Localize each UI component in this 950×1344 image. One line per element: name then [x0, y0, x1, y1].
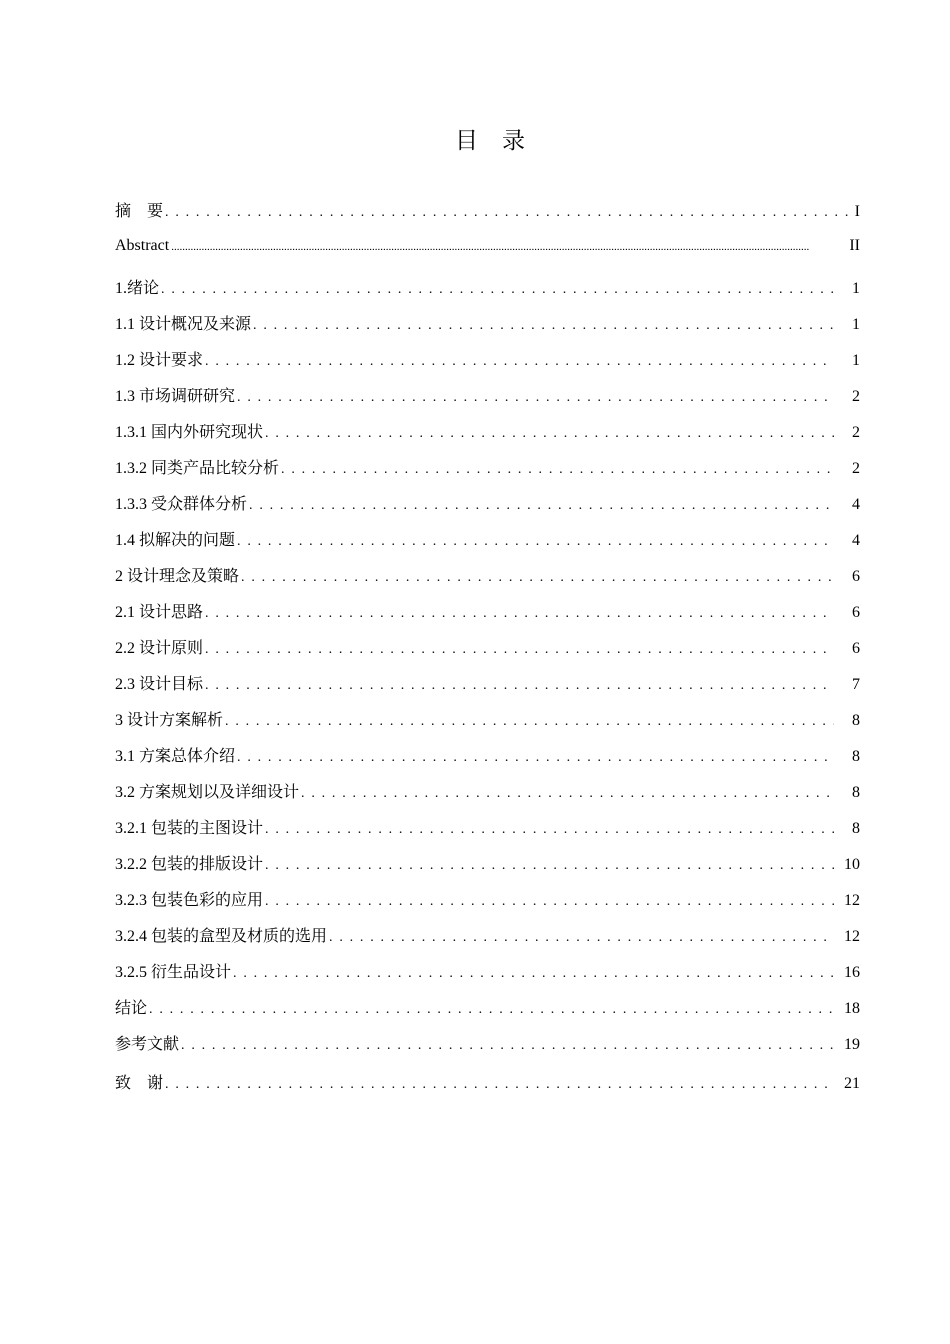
toc-entry-page: 12	[844, 928, 860, 945]
toc-entry[interactable]	[115, 491, 860, 527]
toc-entry[interactable]	[115, 671, 860, 707]
toc-entry[interactable]	[115, 959, 860, 995]
dot-leader	[205, 354, 834, 370]
toc-entry-label: 2.2 设计原则	[115, 640, 204, 657]
dot-leader	[265, 822, 834, 838]
toc-entry-label: 3.1 方案总体介绍	[115, 748, 236, 765]
dot-leader	[171, 239, 848, 255]
dot-leader	[265, 894, 834, 910]
toc-entry-page: 16	[844, 964, 860, 981]
toc-entry-label: 3.2.5 衍生品设计	[115, 964, 232, 981]
toc-entry-page: 21	[844, 1075, 860, 1092]
title-char: 录	[502, 128, 525, 154]
toc-entry-page: 1	[852, 352, 860, 369]
toc-entry-page: 8	[852, 712, 860, 729]
toc-entry-page: 8	[852, 820, 860, 837]
dot-leader	[265, 426, 834, 442]
toc-entry-label: 3 设计方案解析	[115, 712, 224, 729]
toc-entry-page: I	[854, 203, 860, 220]
toc-entry-label: 1.绪论	[115, 280, 160, 297]
toc-entry-label: 致 谢	[115, 1075, 164, 1092]
toc-entry-page: 4	[852, 496, 860, 513]
table-of-contents	[115, 198, 860, 1106]
dot-leader	[165, 205, 854, 221]
toc-entry-label: 1.3.2 同类产品比较分析	[115, 460, 280, 477]
dot-leader	[161, 282, 834, 298]
toc-entry-label: 1.2 设计要求	[115, 352, 204, 369]
dot-leader	[265, 858, 834, 874]
page-title	[0, 122, 950, 155]
toc-entry-page: 4	[852, 532, 860, 549]
toc-entry[interactable]	[115, 563, 860, 599]
toc-entry[interactable]	[115, 383, 860, 419]
toc-entry-page: II	[849, 237, 860, 254]
toc-entry-label: 2 设计理念及策略	[115, 568, 240, 585]
toc-entry-label: 结论	[115, 1000, 148, 1017]
dot-leader	[205, 606, 834, 622]
toc-entry[interactable]	[115, 995, 860, 1031]
toc-entry[interactable]	[115, 527, 860, 563]
toc-entry-label: 参考文献	[115, 1036, 180, 1053]
toc-entry[interactable]	[115, 815, 860, 851]
toc-entry[interactable]	[115, 851, 860, 887]
toc-entry-page: 2	[852, 388, 860, 405]
dot-leader	[241, 570, 834, 586]
toc-entry-page: 10	[844, 856, 860, 873]
toc-entry-page: 8	[852, 748, 860, 765]
toc-entry-label: 1.1 设计概况及来源	[115, 316, 252, 333]
dot-leader	[149, 1002, 834, 1018]
toc-entry-label: 1.3.3 受众群体分析	[115, 496, 248, 513]
toc-entry[interactable]	[115, 419, 860, 455]
dot-leader	[237, 750, 834, 766]
toc-entry-label: 3.2.1 包装的主图设计	[115, 820, 264, 837]
toc-entry[interactable]	[115, 347, 860, 383]
toc-entry-label: 3.2.4 包装的盒型及材质的选用	[115, 928, 328, 945]
toc-entry-page: 1	[852, 316, 860, 333]
toc-entry[interactable]	[115, 599, 860, 635]
toc-entry-page: 2	[852, 460, 860, 477]
dot-leader	[165, 1077, 834, 1093]
toc-entry-label: 1.3.1 国内外研究现状	[115, 424, 264, 441]
toc-entry-label: 3.2.3 包装色彩的应用	[115, 892, 264, 909]
toc-entry[interactable]	[115, 923, 860, 959]
dot-leader	[237, 390, 834, 406]
toc-entry[interactable]	[115, 237, 860, 275]
dot-leader	[281, 462, 834, 478]
toc-entry-page: 6	[852, 640, 860, 657]
toc-entry[interactable]	[115, 1031, 860, 1067]
toc-entry-page: 8	[852, 784, 860, 801]
toc-entry-label: 1.4 拟解决的问题	[115, 532, 236, 549]
toc-entry-label: 摘 要	[115, 203, 164, 220]
toc-entry[interactable]	[115, 275, 860, 311]
dot-leader	[329, 930, 834, 946]
toc-entry-page: 18	[844, 1000, 860, 1017]
dot-leader	[253, 318, 834, 334]
dot-leader	[233, 966, 834, 982]
toc-entry[interactable]	[115, 635, 860, 671]
dot-leader	[237, 534, 834, 550]
toc-entry-page: 7	[852, 676, 860, 693]
dot-leader	[225, 714, 834, 730]
toc-entry[interactable]	[115, 887, 860, 923]
toc-entry[interactable]	[115, 198, 860, 237]
dot-leader	[205, 642, 834, 658]
title-char: 目	[455, 128, 478, 154]
toc-entry-label: 2.1 设计思路	[115, 604, 204, 621]
toc-entry-label: 2.3 设计目标	[115, 676, 204, 693]
toc-entry-page: 1	[852, 280, 860, 297]
dot-leader	[249, 498, 834, 514]
dot-leader	[301, 786, 834, 802]
toc-entry[interactable]	[115, 455, 860, 491]
toc-entry-page: 6	[852, 604, 860, 621]
toc-entry-page: 12	[844, 892, 860, 909]
toc-entry-label: Abstract	[115, 237, 170, 254]
toc-entry[interactable]	[115, 707, 860, 743]
toc-entry[interactable]	[115, 1070, 860, 1106]
toc-entry-label: 3.2 方案规划以及详细设计	[115, 784, 300, 801]
toc-entry[interactable]	[115, 311, 860, 347]
toc-entry[interactable]	[115, 779, 860, 815]
toc-entry-page: 6	[852, 568, 860, 585]
toc-entry[interactable]	[115, 743, 860, 779]
dot-leader	[181, 1038, 834, 1054]
toc-entry-label: 3.2.2 包装的排版设计	[115, 856, 264, 873]
toc-entry-page: 19	[844, 1036, 860, 1053]
toc-entry-label: 1.3 市场调研研究	[115, 388, 236, 405]
toc-entry-page: 2	[852, 424, 860, 441]
dot-leader	[205, 678, 834, 694]
